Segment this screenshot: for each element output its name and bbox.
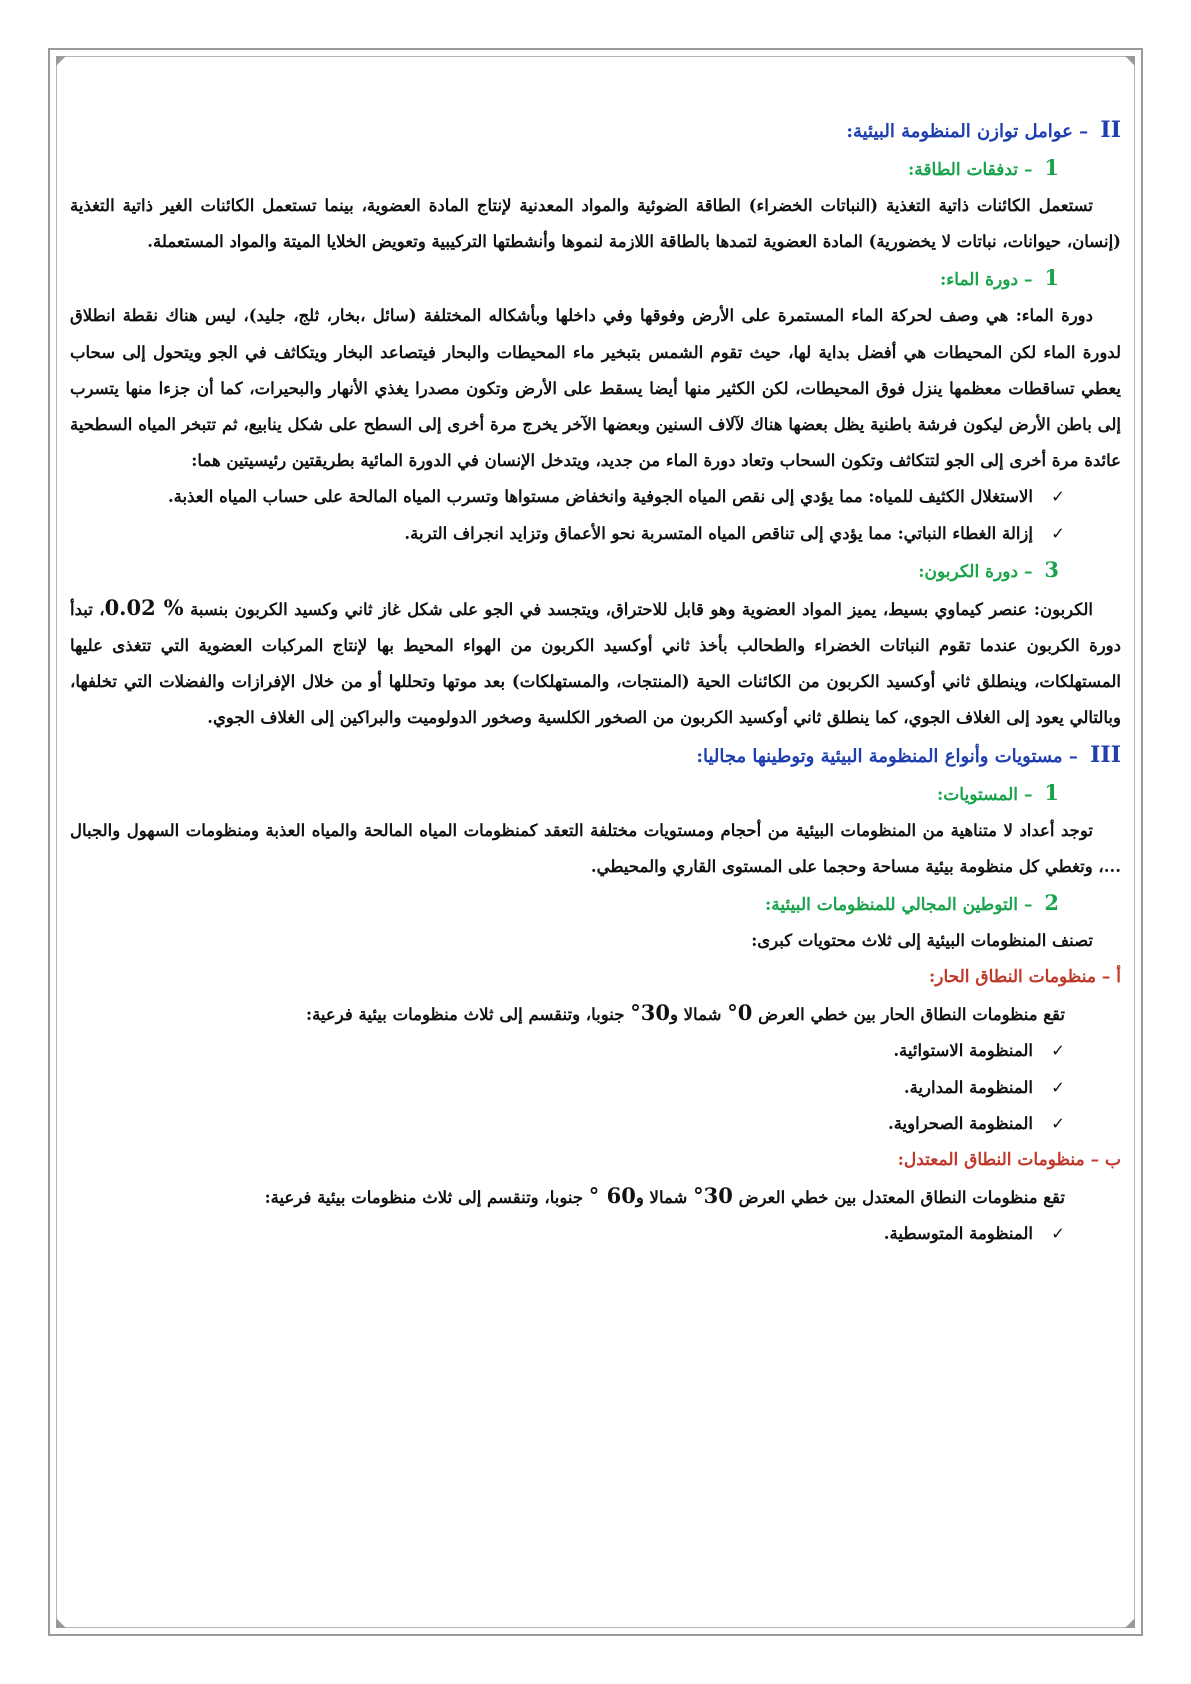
subheading-number: 2 xyxy=(1044,890,1059,916)
subheading-spatial xyxy=(70,885,1121,923)
checkmark-icon: ✓ xyxy=(1051,1077,1065,1097)
subheading-title: – دورة الكربون: xyxy=(918,561,1033,582)
corner-ornament xyxy=(1125,1618,1135,1628)
subheading-temperate-zone: ب – منظومات النطاق المعتدل: xyxy=(897,1150,1121,1171)
list-item-text: المنظومة الاستوائية. xyxy=(893,1041,1033,1061)
subheading-title: – المستويات: xyxy=(937,784,1033,805)
paragraph-text: شمالا و xyxy=(635,1188,688,1208)
paragraph-energy: تستعمل الكائنات ذاتية التغذية (النباتات الخضراء) الطاقة الضوئية والمواد المعدنية لإنتاج المادة العضوية، بينما تستعمل الكائنات الغير ذاتية التغذية (إنسان، حيوانات، نباتات لا يخضورية) المادة العضوية لتمدها بالطاقة اللازمة لنموها وأنشطتها التركيبية وتعويض الخلايا الميتة والمواد المستعملة. xyxy=(70,196,1121,252)
section-heading-3 xyxy=(70,737,1121,775)
corner-ornament xyxy=(56,56,66,66)
section-numeral: II xyxy=(1100,117,1121,143)
subheading-number: 1 xyxy=(1044,155,1059,180)
subheading-number: 1 xyxy=(1044,265,1059,291)
paragraph-text: الكربون: عنصر كيماوي بسيط، يميز المواد العضوية وهو قابل للاحتراق، ويتجسد في الجو على شكل غاز ثاني وكسيد الكربون بنسبة xyxy=(190,599,1094,619)
corner-ornament xyxy=(56,1618,66,1628)
paragraph-text: تقع منظومات النطاق الحار بين خطي العرض xyxy=(758,1005,1065,1025)
paragraph-levels: توجد أعداد لا متناهية من المنظومات البيئية من أحجام ومستويات مختلفة التعقد كمنظومات المياه المالحة والمياه العذبة ومنظومات السهول والجبال ...، وتغطي كل منظومة بيئية مساحة وحجما على المستوى القاري والمحيطي. xyxy=(70,820,1121,876)
paragraph-spatial: تصنف المنظومات البيئية إلى ثلاث محتويات كبرى: xyxy=(751,931,1093,951)
list-item xyxy=(70,516,1121,552)
latitude-value: 30° xyxy=(630,1000,670,1026)
subheading-carbon xyxy=(70,552,1121,590)
list-item xyxy=(70,479,1121,515)
subheading-number: 3 xyxy=(1044,556,1059,582)
section-title: – مستويات وأنواع المنظومة البيئية وتوطينها مجاليا: xyxy=(696,745,1078,767)
subheading-title: – دورة الماء: xyxy=(940,270,1033,291)
list-item xyxy=(70,1106,1121,1142)
checkmark-icon: ✓ xyxy=(1051,487,1065,507)
subheading-water xyxy=(70,260,1121,298)
checkmark-icon: ✓ xyxy=(1051,1224,1065,1244)
latitude-value: 30° xyxy=(693,1183,733,1209)
checkmark-icon: ✓ xyxy=(1051,1113,1065,1133)
list-item xyxy=(70,1070,1121,1106)
checkmark-icon: ✓ xyxy=(1051,523,1065,543)
paragraph-hot-zone xyxy=(70,995,1121,1033)
list-item-text: المنظومة المدارية. xyxy=(903,1077,1033,1097)
list-item-text: إزالة الغطاء النباتي: مما يؤدي إلى تناقص المياه المتسربة نحو الأعماق وتزايد انجراف التربة. xyxy=(404,523,1033,543)
section-numeral: III xyxy=(1090,741,1121,768)
paragraph-water: دورة الماء: هي وصف لحركة الماء المستمرة على الأرض وفوقها وفي داخلها وبأشكاله المختلفة (سائل ،بخار، ثلج، جليد)، ليس هناك نقطة انطلاق لدورة الماء لكن المحيطات هي أفضل بداية لها، حيث تقوم الشمس بتبخير ماء المحيطات والبحار فيتصاعد البخار ويتكاثف في الجو ويتحول إلى سحاب يعطي تساقطات معظمها ينزل فوق المحيطات، لكن الكثير منها أيضا يسقط على الأرض وتكون مصدرا يغذي الأنهار والبحيرات، كما أن جزءا منها يتسرب إلى باطن الأرض ليكون فرشة باطنية يظل بعضها هناك لآلاف السنين وبعضها الآخر يخرج مرة أخرى إلى السطح على شكل ينابيع، ثم تتبخر المياه السطحية عائدة مرة أخرى إلى الجو لتتكاثف وتكون السحاب وتعاد دورة الماء من جديد، ويتدخل الإنسان في الدورة المائية بطريقتين رئيسيتين هما: xyxy=(70,306,1121,471)
subheading-hot-zone: أ – منظومات النطاق الحار: xyxy=(928,967,1121,988)
latitude-value: 60 ° xyxy=(588,1183,636,1209)
subheading-title: – التوطين المجالي للمنظومات البيئية: xyxy=(765,895,1033,916)
latitude-value: 0° xyxy=(727,1000,753,1026)
subheading-title: – تدفقات الطاقة: xyxy=(908,160,1033,180)
paragraph-text: شمالا و xyxy=(669,1005,722,1025)
subheading-number: 1 xyxy=(1044,779,1059,805)
co2-percentage: 0.02 % xyxy=(104,594,184,620)
document-body xyxy=(70,112,1121,1252)
list-item-text: المنظومة الصحراوية. xyxy=(887,1113,1033,1133)
list-item-text: المنظومة المتوسطية. xyxy=(883,1224,1033,1244)
section-heading-2 xyxy=(70,112,1121,150)
list-item xyxy=(70,1033,1121,1069)
paragraph-text: جنوبا، وتنقسم إلى ثلاث منظومات بيئية فرعية: xyxy=(264,1188,584,1208)
section-title: – عوامل توازن المنظومة البيئية: xyxy=(846,121,1089,142)
paragraph-text: تقع منظومات النطاق المعتدل بين خطي العرض xyxy=(738,1188,1065,1208)
checkmark-icon: ✓ xyxy=(1051,1041,1065,1061)
paragraph-carbon xyxy=(70,590,1121,737)
corner-ornament xyxy=(1125,56,1135,66)
paragraph-text: ، تبدأ دورة الكربون عندما تقوم النباتات الخضراء والطحالب بأخذ ثاني أوكسيد الكربون من الهواء المحيط بها لإنتاج المركبات العضوية التي تتغذى عليها المستهلكات، وينطلق ثاني أوكسيد الكربون من الكائنات الحية (المنتجات، والمستهلكات) بعد موتها وتحللها أو من خلال الإفرازات والفضلات التي تخلفها، وبالتالي يعود إلى الغلاف الجوي، كما ينطلق ثاني أوكسيد الكربون من الصخور الكلسية وصخور الدولوميت والبراكين إلى الغلاف الجوي. xyxy=(70,599,1121,728)
subheading-levels xyxy=(70,775,1121,813)
list-item-text: الاستغلال الكثيف للمياه: مما يؤدي إلى نقص المياه الجوفية وانخفاض مستواها وتسرب المياه المالحة على حساب المياه العذبة. xyxy=(167,487,1033,507)
paragraph-temperate-zone xyxy=(70,1178,1121,1216)
subheading-energy xyxy=(70,150,1121,188)
paragraph-text: جنوبا، وتنقسم إلى ثلاث منظومات بيئية فرعية: xyxy=(306,1005,625,1025)
list-item xyxy=(70,1216,1121,1252)
